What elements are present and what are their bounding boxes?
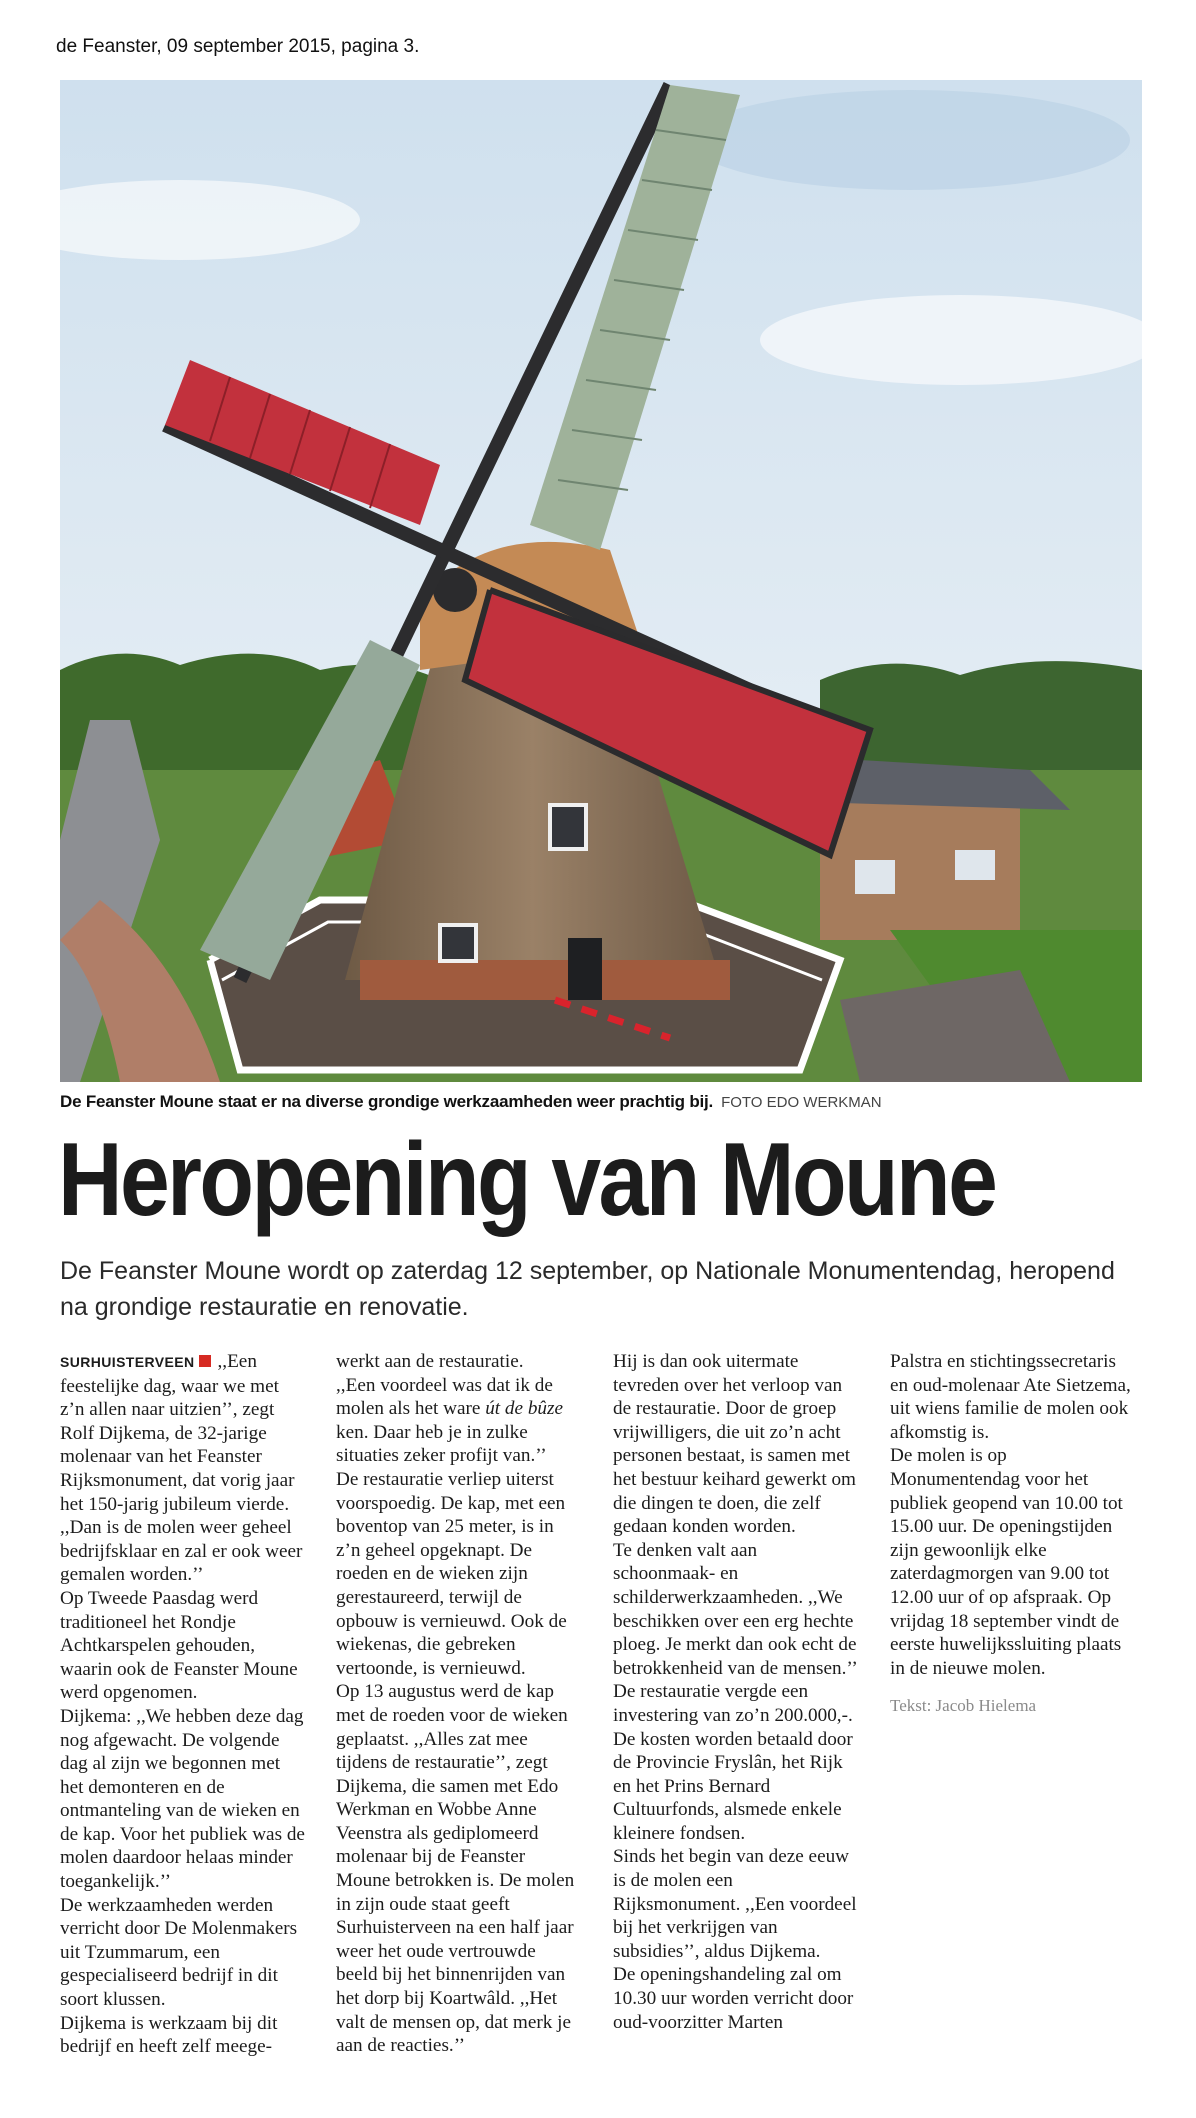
article-paragraph: De restauratie verliep uiterst voorspoedig. De kap, met een boventop van 25 meter, is in z’n geheel opgeknapt. De roeden en de wieken zijn gerestaureerd, terwijl de opbouw is vernieuwd. Ook de wiekenas, die gebreken vertoonde, is vernieuwd. [336,1468,567,1679]
windmill-photo [60,80,1142,1082]
article-paragraph: Dijkema is werkzaam bij dit bedrijf en heeft zelf meege- [60,2012,278,2058]
article-column-3 [613,1350,859,2034]
caption-text: De Feanster Moune staat er na diverse grondige werkzaamheden weer prachtig bij. [60,1092,714,1111]
article-paragraph: De openingshandeling zal om 10.30 uur worden verricht door oud-voorzitter Marten [613,1964,854,2033]
article-column-1 [60,1350,306,2059]
article-paragraph: Op Tweede Paasdag werd traditioneel het Rondje Achtkarspelen gehouden, waarin ook de Feanster Moune werd opgenomen. [60,1587,298,1704]
author-credit: Tekst: Jacob Hielema [890,1696,1037,1716]
article-paragraph: ,,Een voordeel was dat ik de molen als het ware út de bûze ken. Daar heb je in zulke situaties zeker profijt van.’’ [336,1374,563,1467]
source-line: de Feanster, 09 september 2015, pagina 3. [56,36,420,57]
article-paragraph: Hij is dan ook uitermate tevreden over het verloop van de restauratie. Door de groep vrijwilligers, die uit zo’n acht personen bestaat, is samen met het bestuur keihard gewerkt om die dingen te doen, die zelf gedaan konden worden. [613,1351,856,1538]
article-paragraph: Dijkema: ,,We hebben deze dag nog afgewacht. De volgende dag al zijn we begonnen met het demonteren en de ontmanteling van de wieken en de kap. Voor het publiek was de molen daardoor helaas minder toegankelijk.’’ [60,1705,305,1893]
article-paragraph: Op 13 augustus werd de kap met de roeden voor de wieken geplaatst. ,,Alles zat mee tijdens de restauratie’’, zegt Dijkema, die samen met Edo Werkman en Wobbe Anne Veenstra als gediplomeerd molenaar bij de Feanster Moune betrokken is. De molen in zijn oude staat geeft Surhuisterveen na een half jaar weer het oude vertrouwde beeld bij het binnenrijden van het dorp bij Koartwâld. ,,Het valt de mensen op, dat merk je aan de reacties.’’ [336,1681,575,2057]
dateline: SURHUISTERVEEN [60,1354,195,1370]
article-paragraph: SURHUISTERVEEN ,,Een feestelijke dag, waar we met z’n allen naar uitzien’’, zegt Rolf Dijkema, de 32-jarige molenaar van het Feanster Rijksmonument, dat vorig jaar het 150-jarig jubileum vierde. ,,Dan is de molen weer geheel bedrijfsklaar en zal er ook weer gemalen worden.’’ [60,1351,303,1586]
photo-caption [60,1092,882,1112]
article-column-4 [890,1350,1136,1718]
red-square-icon [199,1355,211,1367]
intro-lead: De Feanster Moune wordt op zaterdag 12 september, op Nationale Monumentendag, heropend na grondige restauratie en renovatie. [60,1257,1115,1321]
article-paragraph: Te denken valt aan schoonmaak- en schilderwerkzaamheden. ,,We beschikken over een erg hechte ploeg. Je merkt dan ook echt de betrokkenheid van de mensen.’’ [613,1539,858,1679]
windmill-photo-illustration [60,80,1142,1082]
article-paragraph: Palstra en stichtingssecretaris en oud-molenaar Ate Sietzema, uit wiens familie de molen ook afkomstig is. [890,1351,1131,1443]
article-paragraph: De restauratie vergde een investering van zo’n 200.000,-. De kosten worden betaald door de Provincie Fryslân, het Rijk en het Prins Bernard Cultuurfonds, alsmede enkele kleinere fondsen. [613,1681,853,1844]
article-paragraph: De molen is op Monumentendag voor het publiek geopend van 10.00 tot 15.00 uur. De openingstijden zijn gewoonlijk elke zaterdagmorgen van 9.00 tot 12.00 uur of op afspraak. Op vrijdag 18 september vindt de eerste huwelijkssluiting plaats in de nieuwe molen. [890,1445,1123,1679]
emphasis-text: út de bûze [485,1398,563,1420]
article-paragraph: Sinds het begin van deze eeuw is de molen een Rijksmonument. ,,Een voordeel bij het verkrijgen van subsidies’’, aldus Dijkema. [613,1846,857,1962]
article-column-2 [336,1350,582,2058]
article-paragraph: werkt aan de restauratie. [336,1351,524,1372]
photo-credit: FOTO EDO WERKMAN [721,1094,882,1111]
article-paragraph: De werkzaamheden werden verricht door De Molenmakers uit Tzummarum, een gespecialiseerd bedrijf in dit soort klussen. [60,1894,298,2011]
headline: Heropening van Moune [58,1122,996,1238]
